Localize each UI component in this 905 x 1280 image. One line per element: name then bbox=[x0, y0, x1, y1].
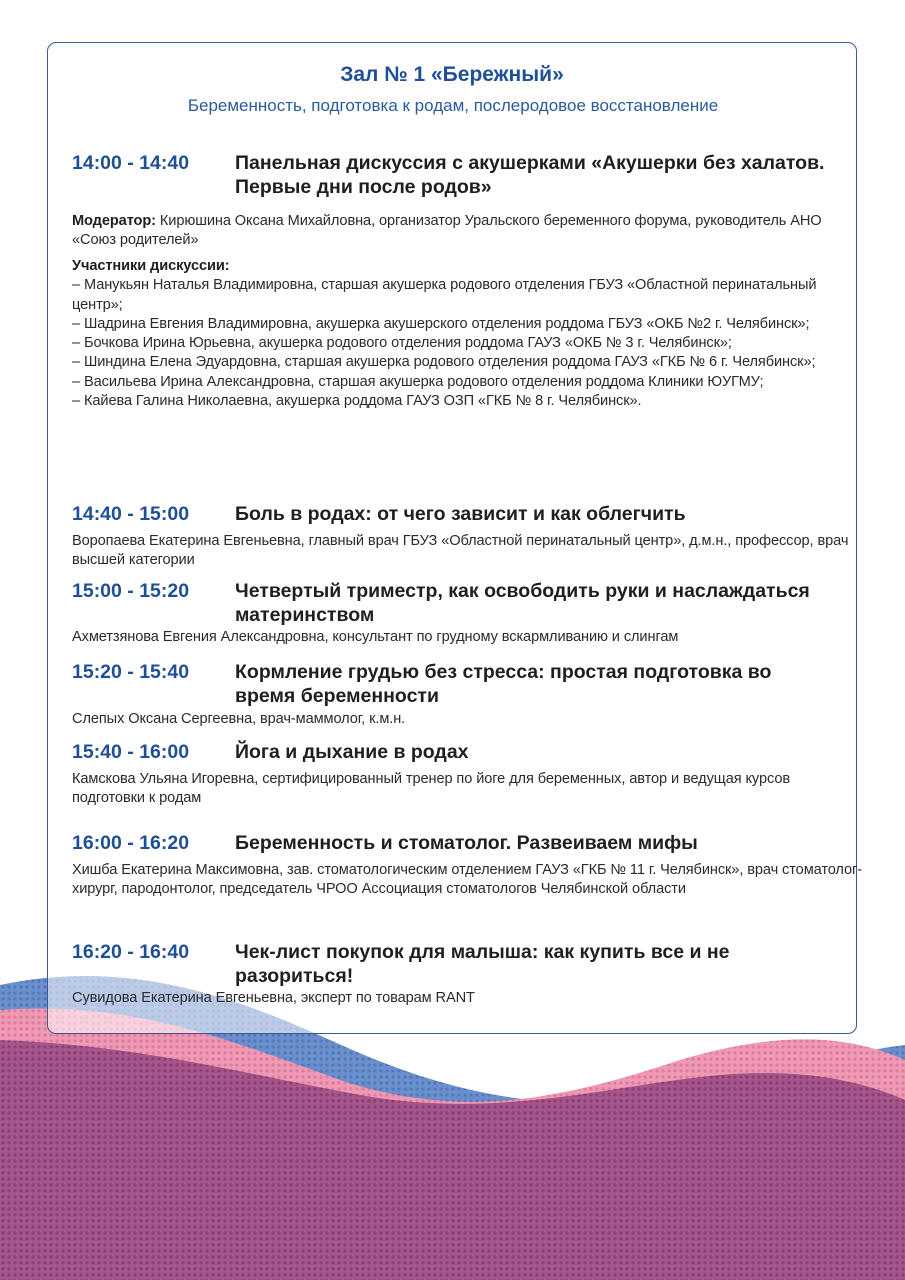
session-time: 16:20 - 16:40 bbox=[72, 941, 190, 963]
session-time: 16:00 - 16:20 bbox=[72, 832, 190, 854]
session-time: 15:40 - 16:00 bbox=[72, 741, 190, 763]
session-speaker: Ахметзянова Евгения Александровна, консультант по грудному вскармливанию и слингам bbox=[72, 629, 679, 645]
participant-item: – Бочкова Ирина Юрьевна, акушерка родового отделения роддома ГАУЗ «ОКБ № 3 г. Челябинск»; bbox=[72, 335, 732, 352]
participant-item: – Шадрина Евгения Владимировна, акушерка акушерского отделения роддома ГБУЗ «ОКБ №2 г. Челябинск»; bbox=[72, 315, 810, 332]
session-title: Панельная дискуссия с акушерками «Акушерки без халатов. Первые дни после родов» bbox=[235, 152, 825, 198]
session-title: Боль в родах: от чего зависит и как облегчить bbox=[235, 503, 686, 525]
hall-subtitle: Беременность, подготовка к родам, послеродовое восстановление bbox=[187, 96, 719, 115]
session-title: Четвертый триместр, как освободить руки и наслаждаться материнством bbox=[235, 580, 810, 626]
session-time: 14:00 - 14:40 bbox=[72, 152, 190, 174]
session-time: 15:20 - 15:40 bbox=[72, 661, 190, 683]
session-title: Йога и дыхание в родах bbox=[235, 741, 469, 763]
session-participants bbox=[72, 257, 862, 411]
participant-item: – Кайева Галина Николаевна, акушерка роддома ГАУЗ ОЗП «ГКБ № 8 г. Челябинск». bbox=[72, 393, 642, 410]
session-title: Чек-лист покупок для малыша: как купить все и не разориться! bbox=[235, 941, 730, 987]
session-moderator bbox=[72, 212, 862, 251]
session-speaker: Камскова Ульяна Игоревна, сертифицированный тренер по йоге для беременных, автор и ведущая курсов подготовки к родам bbox=[72, 771, 791, 807]
session-speaker: Воропаева Екатерина Евгеньевна, главный врач ГБУЗ «Областной перинатальный центр», д.м.н., профессор, врач высшей категории bbox=[72, 533, 849, 569]
participants-list bbox=[72, 276, 862, 411]
participant-item: – Манукьян Наталья Владимировна, старшая акушерка родового отделения ГБУЗ «Областной перинатальный центр»; bbox=[72, 277, 817, 313]
moderator-text: Кирюшина Оксана Михайловна, организатор Уральского беременного форума, руководитель АНО «Союз родителей» bbox=[72, 213, 822, 249]
session-time: 14:40 - 15:00 bbox=[72, 503, 190, 525]
session-title: Кормление грудью без стресса: простая подготовка во время беременности bbox=[235, 661, 772, 707]
wave-plum bbox=[0, 1040, 905, 1280]
participant-item: – Шиндина Елена Эдуардовна, старшая акушерка родового отделения роддома ГАУЗ «ГКБ № 6 г. Челябинск»; bbox=[72, 354, 816, 371]
session-time: 15:00 - 15:20 bbox=[72, 580, 190, 602]
participant-item: – Васильева Ирина Александровна, старшая акушерка родового отделения роддома Клиники ЮУГМУ; bbox=[72, 373, 764, 390]
participants-label: Участники дискуссии: bbox=[72, 258, 230, 274]
session-speaker: Сувидова Екатерина Евгеньевна, эксперт по товарам RANT bbox=[72, 990, 475, 1006]
program-card bbox=[47, 42, 863, 1034]
session-speaker: Слепых Оксана Сергеевна, врач-маммолог, к.м.н. bbox=[72, 711, 406, 727]
moderator-label: Модератор: bbox=[72, 213, 156, 229]
session-title: Беременность и стоматолог. Развеиваем мифы bbox=[235, 832, 698, 854]
hall-title: Зал № 1 «Бережный» bbox=[340, 63, 564, 86]
session-speaker: Хишба Екатерина Максимовна, зав. стоматологическим отделением ГАУЗ «ГКБ № 11 г. Челябинск», врач стоматолог-хирург, пародонтолог, председатель ЧРОО Ассоциация стоматологов Челябинской области bbox=[72, 862, 863, 898]
